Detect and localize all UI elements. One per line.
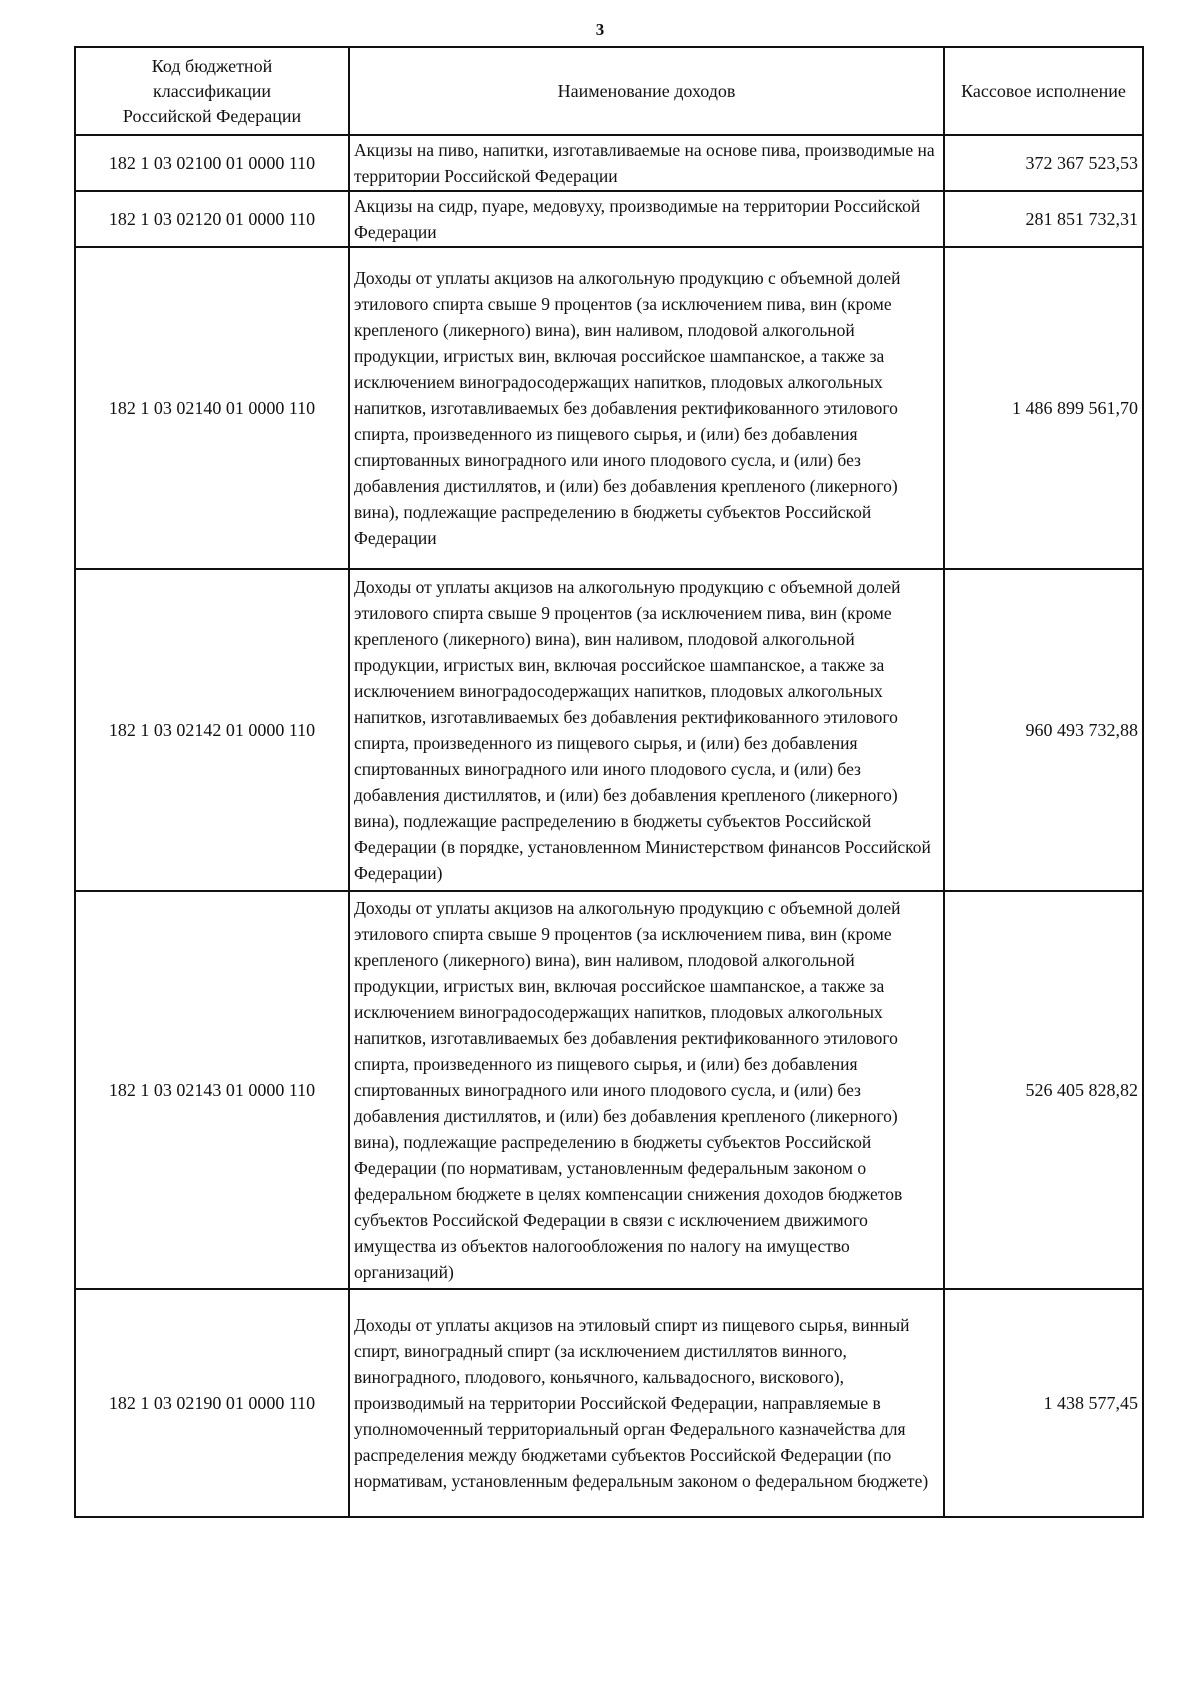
table-header	[75, 47, 1143, 135]
table-row	[75, 891, 1143, 1289]
row-name: Акцизы на пиво, напитки, изготавливаемые на основе пива, производимые на территории Российской Федерации	[349, 135, 944, 191]
row-code: 182 1 03 02142 01 0000 110	[75, 569, 349, 891]
table-row	[75, 569, 1143, 891]
row-name: Доходы от уплаты акцизов на алкогольную продукцию с объемной долей этилового спирта свыше 9 процентов (за исключением пива, вин (кроме крепленого (ликерного) вина), вин наливом, плодовой алкогольной продукции, игристых вин, включая российское шампанское, а также за исключением виноградосодержащих напитков, плодовых алкогольных напитков, изготавливаемых без добавления ректификованного этилового спирта, произведенного из пищевого сырья, и (или) без добавления спиртованных виноградного или иного плодового сусла, и (или) без добавления дистиллятов, и (или) без добавления крепленого (ликерного) вина), подлежащие распределению в бюджеты субъектов Российской Федерации	[349, 247, 944, 569]
row-code: 182 1 03 02190 01 0000 110	[75, 1289, 349, 1517]
row-code: 182 1 03 02140 01 0000 110	[75, 247, 349, 569]
table-row	[75, 135, 1143, 191]
row-amount: 1 438 577,45	[944, 1289, 1143, 1517]
row-amount: 1 486 899 561,70	[944, 247, 1143, 569]
row-name: Акцизы на сидр, пуаре, медовуху, производимые на территории Российской Федерации	[349, 191, 944, 247]
revenue-table	[74, 46, 1144, 1518]
header-name: Наименование доходов	[349, 47, 944, 135]
row-amount: 281 851 732,31	[944, 191, 1143, 247]
header-amount: Кассовое исполнение	[944, 47, 1143, 135]
page-number: 3	[595, 20, 605, 39]
header-code: Код бюджетной классификации Российской Федерации	[75, 47, 349, 135]
row-amount: 526 405 828,82	[944, 891, 1143, 1289]
row-amount: 372 367 523,53	[944, 135, 1143, 191]
header-row	[75, 47, 1143, 135]
row-code: 182 1 03 02100 01 0000 110	[75, 135, 349, 191]
table-body	[75, 135, 1143, 1517]
row-code: 182 1 03 02143 01 0000 110	[75, 891, 349, 1289]
table-row	[75, 247, 1143, 569]
row-name: Доходы от уплаты акцизов на этиловый спирт из пищевого сырья, винный спирт, виноградный спирт (за исключением дистиллятов винного, виноградного, плодового, коньячного, кальвадосного, вискового), производимый на территории Российской Федерации, направляемые в уполномоченный территориальный орган Федерального казначейства для распределения между бюджетами субъектов Российской Федерации (по нормативам, установленным федеральным законом о федеральном бюджете)	[349, 1289, 944, 1517]
row-code: 182 1 03 02120 01 0000 110	[75, 191, 349, 247]
row-amount: 960 493 732,88	[944, 569, 1143, 891]
table-row	[75, 1289, 1143, 1517]
row-name: Доходы от уплаты акцизов на алкогольную продукцию с объемной долей этилового спирта свыше 9 процентов (за исключением пива, вин (кроме крепленого (ликерного) вина), вин наливом, плодовой алкогольной продукции, игристых вин, включая российское шампанское, а также за исключением виноградосодержащих напитков, плодовых алкогольных напитков, изготавливаемых без добавления ректификованного этилового спирта, произведенного из пищевого сырья, и (или) без добавления спиртованных виноградного или иного плодового сусла, и (или) без добавления дистиллятов, и (или) без добавления крепленого (ликерного) вина), подлежащие распределению в бюджеты субъектов Российской Федерации (по нормативам, установленным федеральным законом о федеральном бюджете в целях компенсации снижения доходов бюджетов субъектов Российской Федерации в связи с исключением движимого имущества из объектов налогообложения по налогу на имущество организаций)	[349, 891, 944, 1289]
table-row	[75, 191, 1143, 247]
row-name: Доходы от уплаты акцизов на алкогольную продукцию с объемной долей этилового спирта свыше 9 процентов (за исключением пива, вин (кроме крепленого (ликерного) вина), вин наливом, плодовой алкогольной продукции, игристых вин, включая российское шампанское, а также за исключением виноградосодержащих напитков, плодовых алкогольных напитков, изготавливаемых без добавления ректификованного этилового спирта, произведенного из пищевого сырья, и (или) без добавления спиртованных виноградного или иного плодового сусла, и (или) без добавления дистиллятов, и (или) без добавления крепленого (ликерного) вина), подлежащие распределению в бюджеты субъектов Российской Федерации (в порядке, установленном Министерством финансов Российской Федерации)	[349, 569, 944, 891]
